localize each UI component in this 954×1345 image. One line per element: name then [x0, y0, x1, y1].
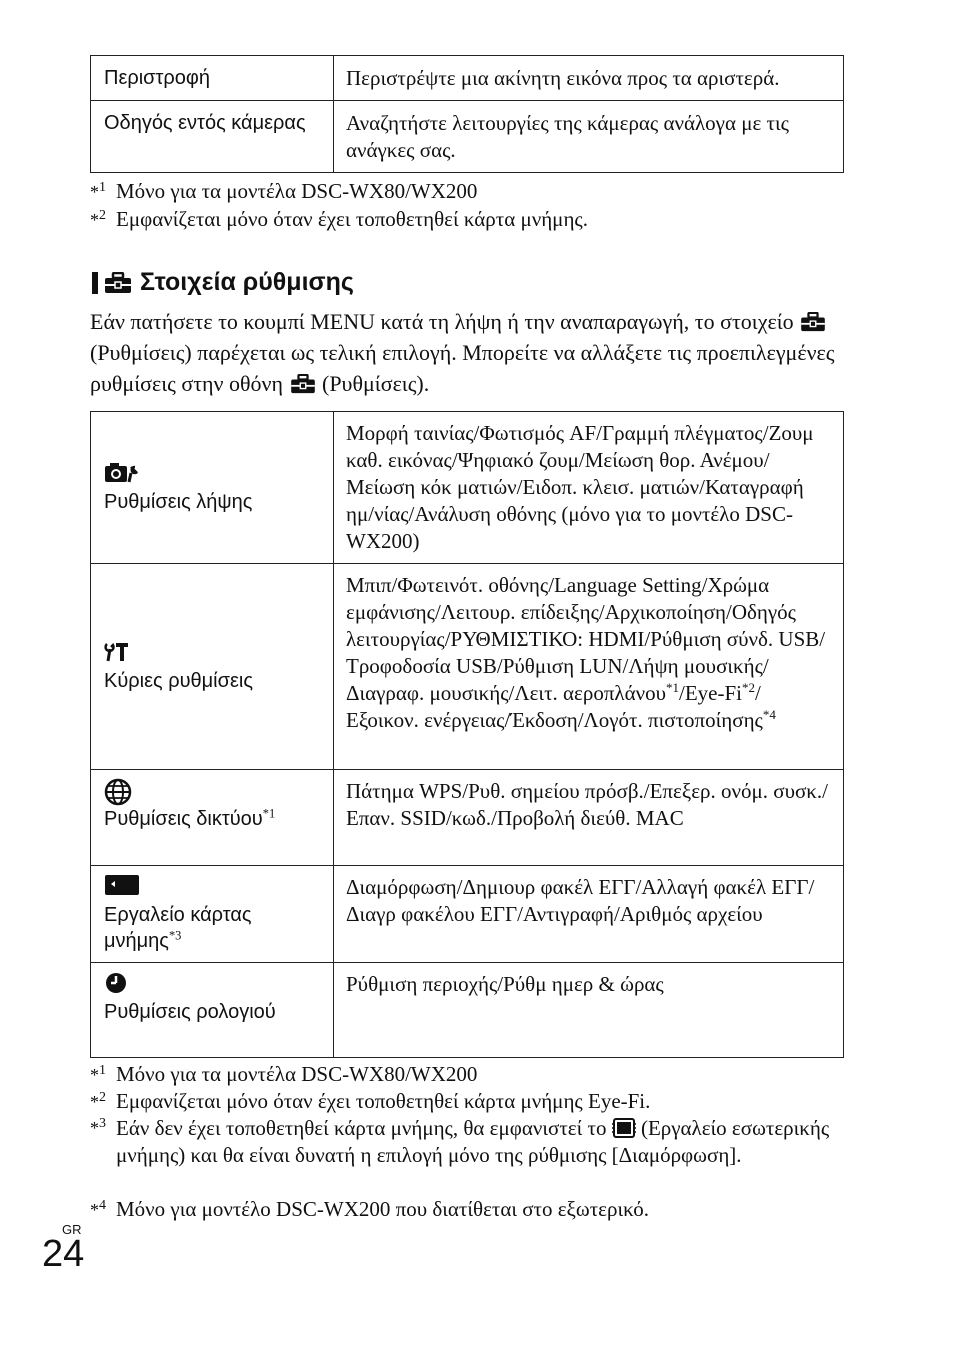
row-description: Διαμόρφωση/Δημιουρ φακέλ ΕΓΓ/Αλλαγή φακέλ ΕΓΓ/Διαγρ φακέλου ΕΓΓ/Αντιγραφή/Αριθμός αρχείου — [334, 866, 844, 963]
row-description: Μπιπ/Φωτεινότ. οθόνης/Language Setting/Χρώμα εμφάνισης/Λειτουρ. επίδειξης/Αρχικοποίηση/Οδηγός λειτουργίας/ΡΥΘΜΙΣΤΙΚΟ: HDMI/Ρύθμιση σύνδ. USB/Τροφοδοσία USB/Ρύθμιση LUN/Λήψη μουσικής/Διαγραφ. μουσικής/Λειτ. αεροπλάνου$^{*1}$/Eye-Fi$^{*2}$/Εξοικον. ενέργειας/Έκδοση/Λογότ. πιστοποίησης$^{*4}$ — [334, 564, 844, 770]
footnote-text: Εάν δεν έχει τοποθετηθεί κάρτα μνήμης, θα εμφανιστεί το (Εργαλείο εσωτερικής μνήμης) και θα είναι δυνατή η επιλογή μόνο της ρύθμισης [Διαμόρφωση]. — [116, 1116, 830, 1167]
row-description: Μορφή ταινίας/Φωτισμός AF/Γραμμή πλέγματος/Ζουμ καθ. εικόνας/Ψηφιακό ζουμ/Μείωση θορ. Ανέμου/Μείωση κόκ ματιών/Ειδοπ. κλεισ. ματιών/Καταγραφή ημ/νίας/Ανάλυση οθόνης (μόνο για το μοντέλο DSC-WX200) — [334, 412, 844, 564]
footnote-text: Μόνο για μοντέλο DSC-WX200 που διατίθεται στο εξωτερικό. — [116, 1197, 649, 1221]
footnote: *$^2$ Εμφανίζεται μόνο όταν έχει τοποθετηθεί κάρτα μνήμης. — [90, 207, 588, 231]
row-label: Κύριες ρυθμίσεις — [104, 669, 253, 692]
table-row — [91, 866, 844, 963]
row-label: Εργαλείο κάρτας μνήμης — [104, 904, 252, 952]
clock-icon — [104, 971, 323, 997]
table-row — [91, 412, 844, 564]
toolbox-icon — [799, 312, 827, 332]
footnote: *$^2$ Εμφανίζεται μόνο όταν έχει τοποθετηθεί κάρτα μνήμης Eye-Fi. — [90, 1089, 651, 1113]
camera-settings-icon — [104, 461, 323, 487]
footnote-text: Εμφανίζεται μόνο όταν έχει τοποθετηθεί κάρτα μνήμης Eye-Fi. — [116, 1089, 651, 1113]
section-heading: Στοιχεία ρύθμισης — [140, 268, 354, 296]
toolbox-icon — [289, 374, 317, 394]
table-row — [91, 101, 844, 173]
footnote: *$^1$ Μόνο για τα μοντέλα DSC-WX80/WX200 — [90, 1062, 478, 1086]
row-label: Οδηγός εντός κάμερας — [91, 101, 334, 173]
row-description: Αναζητήστε λειτουργίες της κάμερας ανάλογα με τις ανάγκες σας. — [334, 101, 844, 173]
internal-memory-icon — [612, 1117, 636, 1139]
row-label: Ρυθμίσεις δικτύου — [104, 808, 263, 830]
table-row — [91, 56, 844, 101]
row-label: Περιστροφή — [91, 56, 334, 101]
section-title — [92, 268, 354, 297]
row-label: Ρυθμίσεις λήψης — [104, 490, 253, 513]
section-marker — [92, 272, 98, 294]
memory-card-icon — [104, 874, 323, 900]
top-table — [90, 55, 844, 173]
row-description: Περιστρέψτε μια ακίνητη εικόνα προς τα αριστερά. — [334, 56, 844, 101]
footnote-text: Μόνο για τα μοντέλα DSC-WX80/WX200 — [116, 1062, 478, 1086]
footnote-text: Εμφανίζεται μόνο όταν έχει τοποθετηθεί κάρτα μνήμης. — [116, 207, 588, 231]
table-row — [91, 564, 844, 770]
footnote: *$^1$ Μόνο για τα μοντέλα DSC-WX80/WX200 — [90, 179, 478, 203]
row-description: Ρύθμιση περιοχής/Ρύθμ ημερ & ώρας — [334, 963, 844, 1058]
row-label: Ρυθμίσεις ρολογιού — [104, 1001, 276, 1023]
page-number: 24 — [42, 1233, 85, 1275]
globe-icon — [104, 778, 323, 804]
row-label-cell: Ρυθμίσεις δικτύου$^{*1}$ — [91, 770, 334, 866]
page-language: GR — [62, 1222, 82, 1237]
settings-table — [90, 411, 844, 1058]
footnote: *$^4$ Μόνο για μοντέλο DSC-WX200 που διατίθεται στο εξωτερικό. — [90, 1197, 649, 1221]
toolbox-icon — [104, 272, 132, 294]
footnote-text: Μόνο για τα μοντέλα DSC-WX80/WX200 — [116, 179, 478, 203]
table-row — [91, 963, 844, 1058]
row-label-cell — [91, 963, 334, 1058]
footnote: *$^3$ Εάν δεν έχει τοποθετηθεί κάρτα μνήμης, θα εμφανιστεί το (Εργαλείο εσωτερικής μνήμης) και θα είναι δυνατή η επιλογή μόνο της ρύθμισης [Διαμόρφωση]. — [90, 1115, 850, 1169]
row-label-cell — [91, 412, 334, 564]
row-label-cell: Εργαλείο κάρτας μνήμης$^{*3}$ — [91, 866, 334, 963]
table-row — [91, 770, 844, 866]
main-settings-icon — [104, 640, 323, 666]
intro-paragraph: Εάν πατήσετε το κουμπί MENU κατά τη λήψη ή την αναπαραγωγή, το στοιχείο (Ρυθμίσεις) παρέχεται ως τελική επιλογή. Μπορείτε να αλλάξετε τις προεπιλεγμένες ρυθμίσεις στην οθόνη (Ρυθμίσεις). — [90, 309, 835, 396]
row-label-cell — [91, 564, 334, 770]
row-description: Πάτημα WPS/Ρυθ. σημείου πρόσβ./Επεξερ. ονόμ. συσκ./Επαν. SSID/κωδ./Προβολή διεύθ. MAC — [334, 770, 844, 866]
